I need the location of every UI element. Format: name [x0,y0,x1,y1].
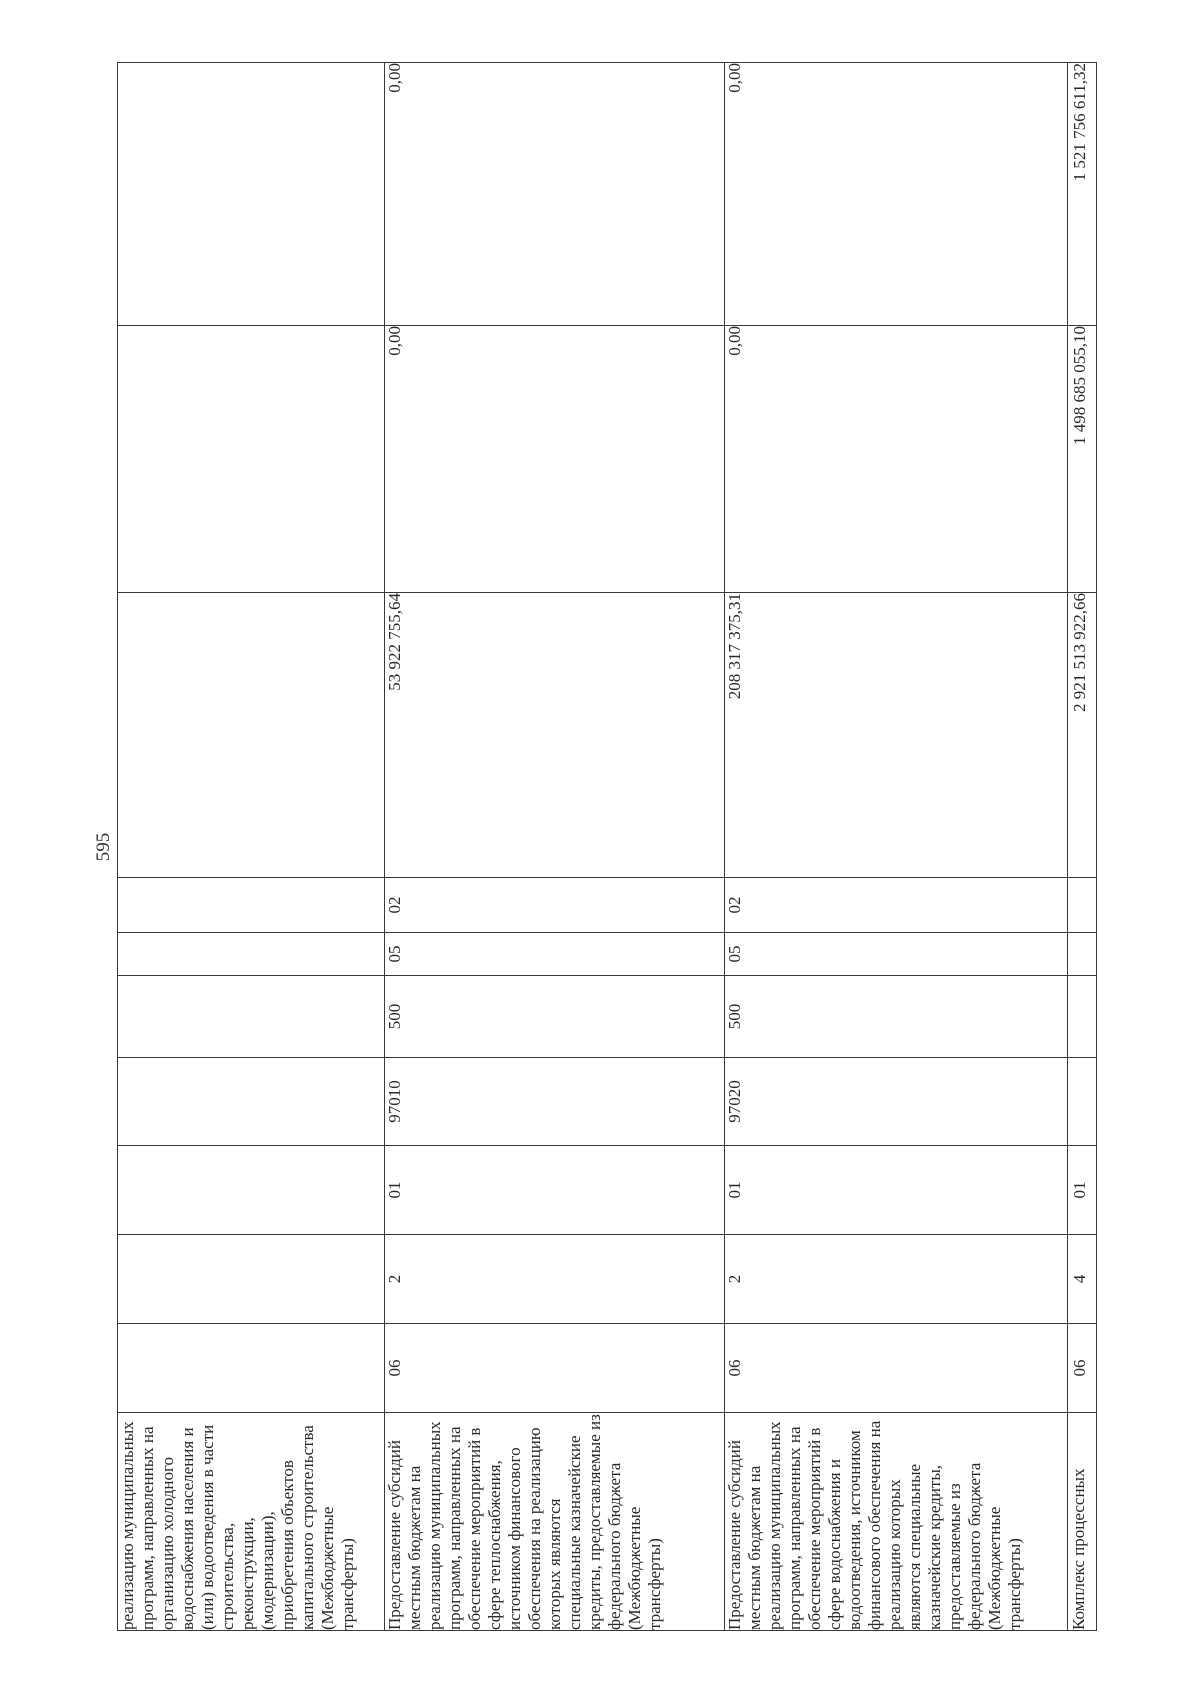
direction-code-cell [1068,1058,1097,1146]
event-code-cell: 01 [725,1146,1068,1235]
amount-year2-cell [118,326,385,593]
subsection-cell [118,878,385,933]
event-code-cell [118,1146,385,1235]
total-amount-year1-cell: 2 921 513 922,66 [1068,593,1097,878]
subprogram-code-cell: 2 [725,1235,1068,1324]
table-row [725,63,1068,1631]
amount-year2-cell: 0,00 [725,326,1068,593]
subprogram-code-cell: 2 [384,1235,725,1324]
direction-code-cell: 97020 [725,1058,1068,1146]
subprogram-code-cell: 4 [1068,1235,1097,1324]
total-row [1068,63,1097,1631]
amount-year3-cell: 0,00 [384,63,725,326]
subsection-cell: 02 [725,878,1068,933]
expense-type-cell: 500 [725,976,1068,1058]
amount-year1-cell: 208 317 375,31 [725,593,1068,878]
subprogram-code-cell [118,1235,385,1324]
program-code-cell: 06 [725,1324,1068,1413]
amount-year1-cell [118,593,385,878]
row-name: Предоставление субсидий местным бюджетам на реализацию муниципальных программ, направленных на обеспечение мероприятий в сфере теплоснабжения, источником финансового обеспечения на реализацию которых являются специальные казначейские кредиты, предоставляемые из федерального бюджета (Межбюджетные трансферты) [384,1413,725,1631]
total-amount-year2-cell: 1 498 685 055,10 [1068,326,1097,593]
expense-type-cell [1068,976,1097,1058]
amount-year3-cell: 0,00 [725,63,1068,326]
section-cell: 05 [384,933,725,976]
row-name: Предоставление субсидий местным бюджетам на реализацию муниципальных программ, направленных на обеспечение мероприятий в сфере водоснабжения и водоотведения, источником финансового обеспечения на реализацию которых являются специальные казначейские кредиты, предоставляемые из федерального бюджета (Межбюджетные трансферты) [725,1413,1068,1631]
total-row-name: Комплекс процессных [1068,1413,1097,1631]
amount-year3-cell [118,63,385,326]
event-code-cell: 01 [384,1146,725,1235]
budget-table-rotated [117,63,1097,1631]
subsection-cell [1068,878,1097,933]
budget-table [117,62,1097,1631]
expense-type-cell [118,976,385,1058]
event-code-cell: 01 [1068,1146,1097,1235]
table-row [118,63,385,1631]
direction-code-cell: 97010 [384,1058,725,1146]
section-cell [1068,933,1097,976]
expense-type-cell: 500 [384,976,725,1058]
page-number: 595 [93,832,114,862]
program-code-cell: 06 [1068,1324,1097,1413]
table-row [384,63,725,1631]
amount-year1-cell: 53 922 755,64 [384,593,725,878]
section-cell: 05 [725,933,1068,976]
row-name: реализацию муниципальных программ, направленных на организацию холодного водоснабжения населения и (или) водоотведения в части строительства, реконструкции, (модернизации), приобретения объектов капитального строительства (Межбюджетные трансферты) [118,1413,385,1631]
direction-code-cell [118,1058,385,1146]
program-code-cell: 06 [384,1324,725,1413]
amount-year2-cell: 0,00 [384,326,725,593]
section-cell [118,933,385,976]
total-amount-year3-cell: 1 521 756 611,32 [1068,63,1097,326]
subsection-cell: 02 [384,878,725,933]
program-code-cell [118,1324,385,1413]
